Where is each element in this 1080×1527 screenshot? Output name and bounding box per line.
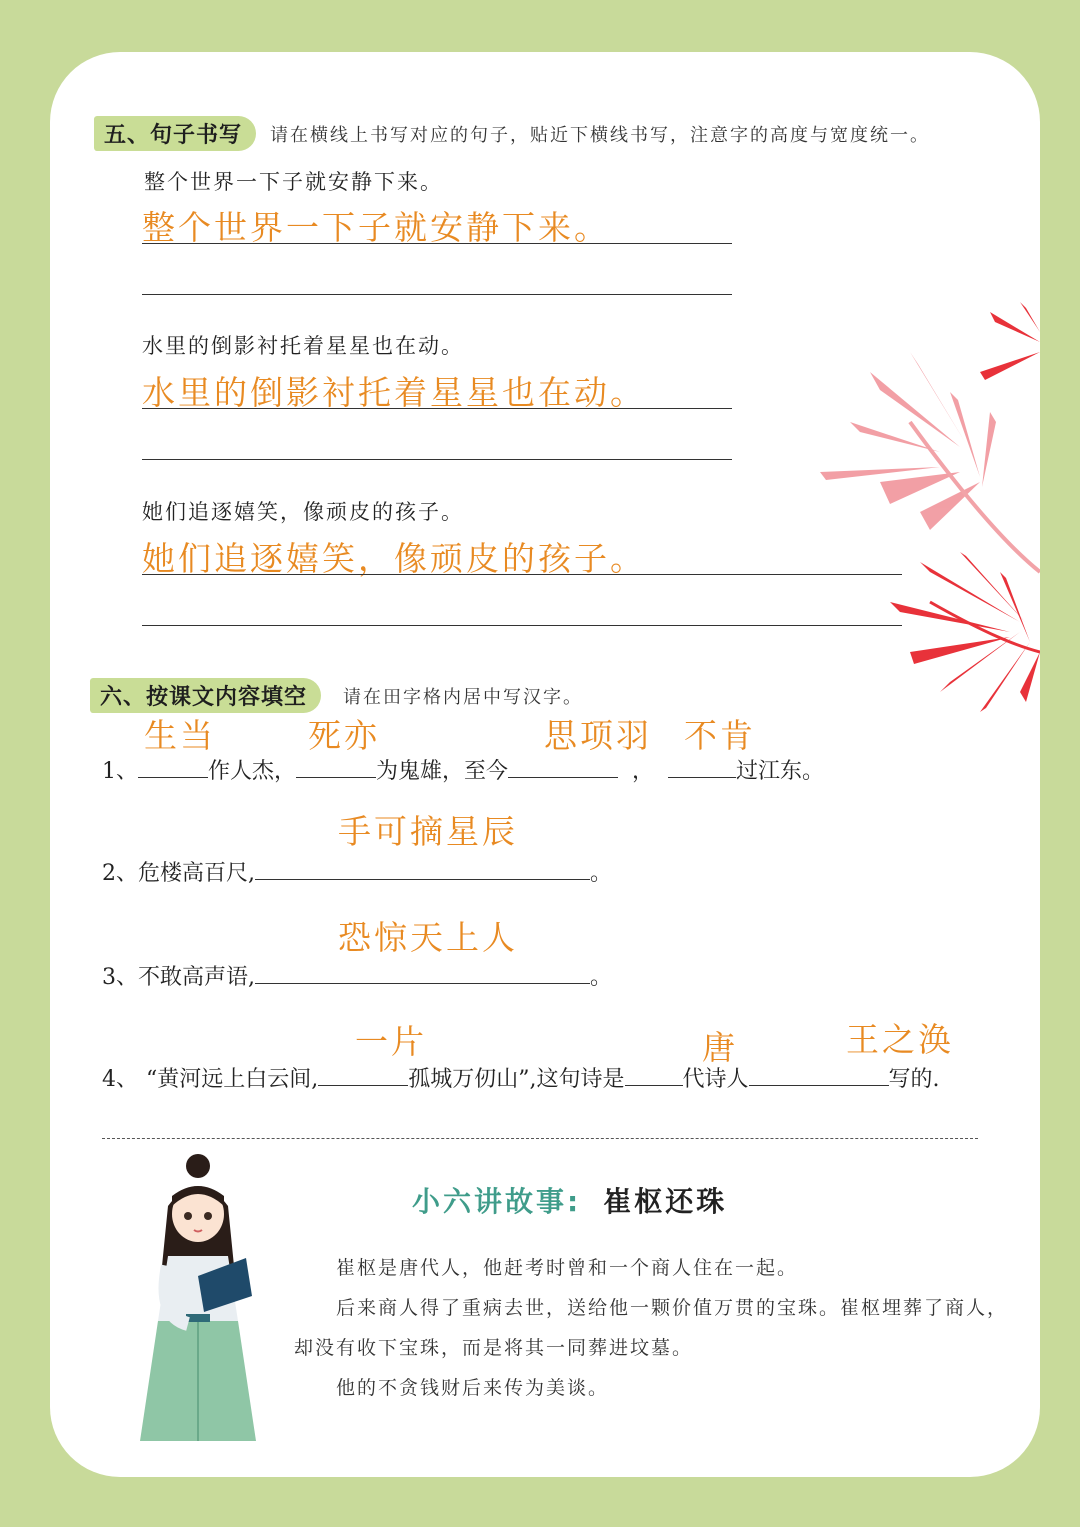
q1-answer-1: 生当 [144,716,216,755]
story-body [294,1248,1014,1408]
blank[interactable] [749,1063,889,1086]
worksheet-card [50,52,1040,1477]
question-2: 2、危楼高百尺, 。 [102,856,612,887]
story-title [412,1180,727,1220]
question-1: 1、 作人杰， 为鬼雄，至今 ， 过江东。 [102,754,824,785]
divider [102,1138,978,1139]
q1-answer-3: 思项羽 [544,716,652,755]
sentence-prompt-2: 水里的倒影衬托着星星也在动。 [142,334,464,358]
story-name: 崔枢还珠 [603,1185,728,1218]
q4-answer-2: 唐 [702,1028,738,1067]
girl-reading-illustration-icon [128,1146,268,1446]
writing-line [142,574,902,575]
blank[interactable] [255,961,590,984]
blank[interactable] [138,755,208,778]
story-paragraph: 后来商人得了重病去世，送给他一颗价值万贯的宝珠。崔枢埋葬了商人，却没有收下宝珠，而是将其一同葬进坟墓。 [294,1297,1009,1359]
section5-header [94,116,930,151]
blank[interactable] [296,755,376,778]
sentence-answer-2: 水里的倒影衬托着星星也在动。 [142,373,646,412]
q2-answer: 手可摘星辰 [338,812,518,851]
sentence-prompt-3: 她们追逐嬉笑，像顽皮的孩子。 [142,500,464,524]
question-3: 3、不敢高声语, 。 [102,960,612,991]
writing-line [142,243,732,244]
section6-title: 六、按课文内容填空 [90,678,321,713]
story-lead: 小六讲故事: [412,1185,582,1218]
sentence-answer-1: 整个世界一下子就安静下来。 [142,208,610,247]
writing-line [142,408,732,409]
sentence-answer-3: 她们追逐嬉笑，像顽皮的孩子。 [142,539,646,578]
writing-line [142,625,902,626]
story-paragraph: 崔枢是唐代人，他赶考时曾和一个商人住在一起。 [336,1257,799,1279]
writing-line [142,459,732,460]
section6-instruction: 请在田字格内居中写汉字。 [343,686,584,708]
q4-answer-1: 一片 [355,1022,427,1061]
question-4: 4、 “黄河远上白云间, 孤城万仞山”,这句诗是 代诗人 写的. [102,1062,940,1093]
blank[interactable] [625,1063,683,1086]
writing-line [142,294,732,295]
section5-instruction: 请在横线上书写对应的句子，贴近下横线书写，注意字的高度与宽度统一。 [270,124,931,146]
blank[interactable] [255,857,590,880]
q1-answer-4: 不肯 [684,716,756,755]
blank[interactable] [318,1063,408,1086]
section6-header [90,678,583,713]
story-paragraph: 他的不贪钱财后来传为美谈。 [336,1377,610,1399]
q3-answer: 恐惊天上人 [338,918,518,957]
blank[interactable] [508,755,618,778]
q1-answer-2: 死亦 [308,716,380,755]
bamboo-decoration-icon [790,272,1040,742]
blank[interactable] [668,755,736,778]
section5-title: 五、句子书写 [94,116,256,151]
q4-answer-3: 王之涣 [846,1020,954,1059]
sentence-prompt-1: 整个世界一下子就安静下来。 [144,170,443,194]
